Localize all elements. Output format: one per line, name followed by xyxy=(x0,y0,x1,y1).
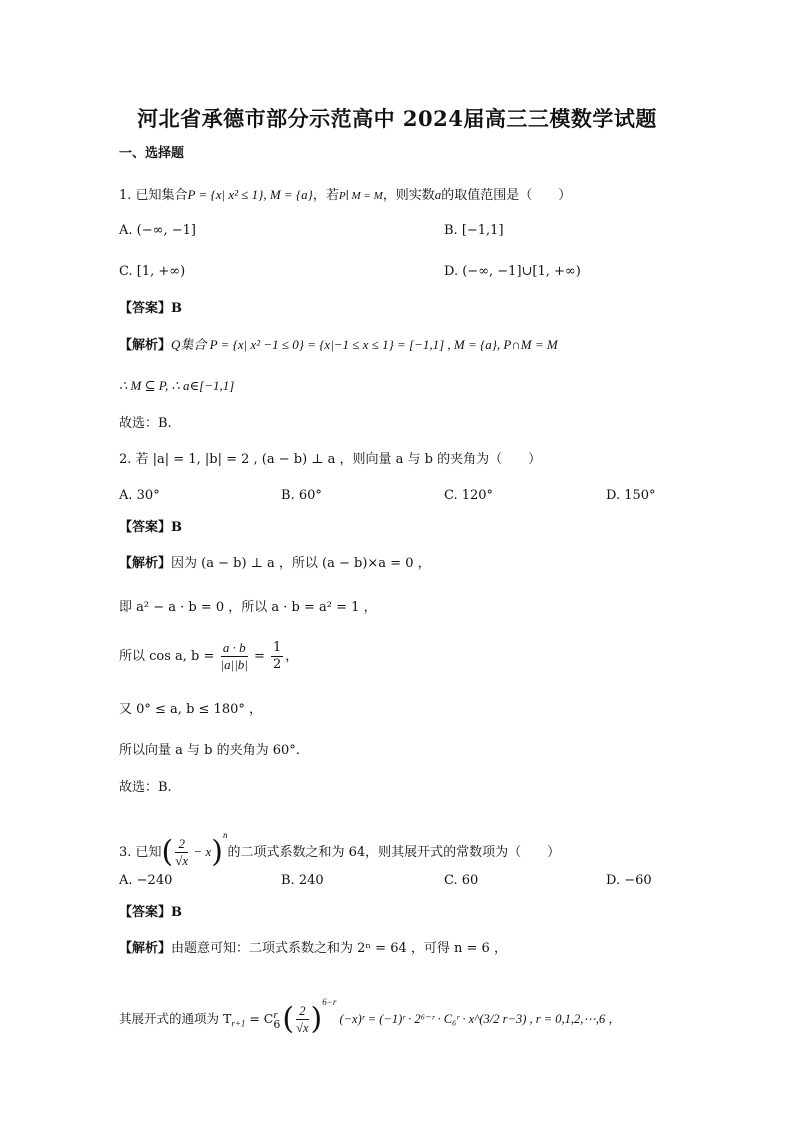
q1-option-b: B. [−1,1] xyxy=(444,223,504,238)
q3-option-d: D. −60 xyxy=(606,873,652,888)
q3-binom-sub: 6 xyxy=(273,1017,281,1031)
q3-exponent: n xyxy=(222,830,228,840)
q3-stem xyxy=(119,815,560,873)
q1-condition: P∣ M = M xyxy=(338,190,383,202)
q2-analysis-line-1 xyxy=(119,554,431,574)
q3-analysis-line-2 xyxy=(119,982,621,1044)
q3-option-b: B. 240 xyxy=(281,873,324,888)
q1-set-p: P = {x| x² ≤ 1} xyxy=(187,187,264,202)
q2-half-fraction xyxy=(271,640,283,673)
q3-stem-pre: 3. 已知 xyxy=(119,845,162,860)
q3-option-a: A. −240 xyxy=(119,873,173,888)
q3-term-fraction-denominator: √x xyxy=(296,1021,309,1035)
q1-analysis-line-2: ∴ M ⊆ P, ∴ a∈[−1,1] xyxy=(119,378,235,393)
q2-cos-eq: = xyxy=(249,649,270,664)
q3-option-c: C. 60 xyxy=(444,873,479,888)
q3-term-fraction xyxy=(296,1003,308,1036)
q1-conclusion: 故选：B. xyxy=(119,416,172,431)
q2-analysis-line-5: 所以向量 a 与 b 的夹角为 60°. xyxy=(119,743,300,758)
q1-analysis-label: 【解析】 xyxy=(119,338,172,353)
q1-analysis-line-1 xyxy=(119,335,558,356)
q1-answer: 【答案】B xyxy=(119,301,182,316)
q3-term-fraction-numerator: 2 xyxy=(296,1003,308,1020)
q3-analysis-text-1: 由题意可知：二项式系数之和为 2ⁿ = 64 ，可得 n = 6 ， xyxy=(171,941,507,956)
q3-term-left-paren: ( xyxy=(282,1001,295,1037)
q1-option-c: C. [1, +∞) xyxy=(119,264,186,279)
q2-cos-pre: 所以 cos a, b = xyxy=(119,649,219,664)
q1-stem-a: 1. 已知集合 xyxy=(119,188,188,203)
q3-term-pre: 其展开式的通项为 T xyxy=(119,1011,232,1026)
q1-option-d: D. (−∞, −1]∪[1, +∞) xyxy=(444,264,581,279)
q3-fraction xyxy=(175,836,188,869)
q2-answer: 【答案】B xyxy=(119,520,182,535)
q2-cos-post: ， xyxy=(285,649,299,664)
q2-analysis-text-1: 因为 (a − b) ⊥ a ，所以 (a − b)×a = 0 ， xyxy=(171,556,431,571)
q1-stem-d: 的取值范围是（ ） xyxy=(441,188,572,203)
q2-cos-denominator: |a||b| xyxy=(220,657,248,672)
q3-left-paren: ( xyxy=(161,834,174,870)
page-title: 河北省承德市部分示范高中 2024届高三三模数学试题 xyxy=(137,106,657,131)
q3-analysis-label: 【解析】 xyxy=(119,941,172,956)
q2-option-d: D. 150° xyxy=(606,488,656,503)
q1-stem-c: ，则实数 xyxy=(382,188,435,203)
q2-half-numerator: 1 xyxy=(273,640,282,655)
q1-stem-b: ，若 xyxy=(312,188,339,203)
q3-term-rest: (−x)ʳ = (−1)ʳ · 2⁶⁻ʳ · C₆ʳ · x^(3/2 r−3) , r = 0,1,2,⋯,6 ， xyxy=(336,1012,621,1026)
q2-cos-numerator: a · b xyxy=(221,640,248,657)
q3-minus-x: − x xyxy=(190,844,212,859)
q3-term-eq: = C xyxy=(245,1011,274,1026)
q2-option-a: A. 30° xyxy=(119,488,160,503)
q2-option-c: C. 120° xyxy=(444,488,494,503)
q3-analysis-line-1 xyxy=(119,939,507,959)
q3-term-exponent: 6−r xyxy=(322,997,337,1007)
q2-analysis-line-3 xyxy=(119,640,298,674)
q1-stem xyxy=(119,185,571,206)
q2-analysis-line-2: 即 a² − a · b = 0 ，所以 a · b = a² = 1 ， xyxy=(119,600,377,615)
q3-term-right-paren: ) xyxy=(310,1001,323,1037)
q3-binom-sup: r xyxy=(273,1008,278,1021)
q3-term-sub: r+1 xyxy=(231,1018,246,1029)
q1-variable: a xyxy=(434,187,442,202)
q1-analysis-text-1: Q集合 P = {x| x² −1 ≤ 0} = {x|−1 ≤ x ≤ 1} = [−1,1] , M = {a}, P∩M = M xyxy=(171,337,558,352)
q3-answer: 【答案】B xyxy=(119,905,182,920)
q3-binom-indices xyxy=(273,1010,280,1030)
q3-stem-post: 的二项式系数之和为 64，则其展开式的常数项为（ ） xyxy=(227,845,561,860)
q2-option-b: B. 60° xyxy=(281,488,322,503)
q3-fraction-denominator: √x xyxy=(175,853,189,868)
q3-fraction-numerator: 2 xyxy=(175,836,188,853)
q2-half-denominator: 2 xyxy=(273,657,282,672)
q2-analysis-line-4: 又 0° ≤ a, b ≤ 180° ， xyxy=(119,702,263,717)
q3-right-paren: ) xyxy=(211,834,223,870)
q2-analysis-label: 【解析】 xyxy=(119,556,172,571)
section-heading: 一、选择题 xyxy=(119,146,185,161)
q2-conclusion: 故选：B. xyxy=(119,780,172,795)
q2-cos-fraction xyxy=(221,640,248,673)
q1-set-m: , M = {a} xyxy=(263,187,313,202)
q1-option-a: A. (−∞, −1] xyxy=(119,223,196,238)
q2-stem: 2. 若 |a| = 1, |b| = 2 , (a − b) ⊥ a ，则向量 a 与 b 的夹角为（ ） xyxy=(119,452,542,467)
